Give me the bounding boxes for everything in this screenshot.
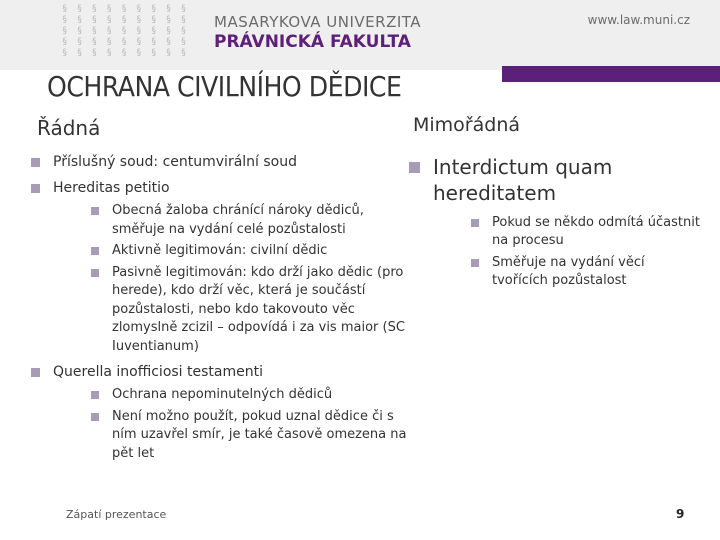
sub-bullet-item: Pokud se někdo odmítá účastnit na procesu [471, 214, 704, 250]
logo-pattern: § § § § § § § § § § § § § § § § § § § § § § § § § § § § § § § § § § § § § § § § § § § § § [62, 4, 189, 58]
sub-bullet-item: Aktivně legitimován: civilní dědic [91, 242, 411, 261]
bullet-item [31, 363, 407, 463]
slide-title: OCHRANA CIVILNÍHO DĚDICE [47, 70, 402, 103]
left-column-heading: Řádná [37, 116, 101, 140]
left-column [31, 153, 407, 470]
sub-bullet-item: Ochrana nepominutelných dědiců [91, 386, 411, 405]
sub-bullet-item: Obecná žaloba chránící nároky dědiců, směřuje na vydání celé pozůstalosti [91, 202, 411, 239]
sub-bullet-item: Pasivně legitimován: kdo drží jako dědic (pro herede), kdo drží věc, která je součástí pozůstalosti, nebo kdo takovouto věc zlomyslně zcizil – odpovídá i za vis maior (SC Iuventianum) [91, 264, 411, 357]
bullet-item [409, 154, 704, 290]
sub-list [471, 214, 704, 290]
faculty-name: PRÁVNICKÁ FAKULTA [214, 32, 411, 52]
page-number: 9 [676, 507, 685, 521]
bullet-text: Querella inofficiosi testamenti [53, 364, 263, 380]
bullet-item [31, 179, 405, 356]
right-column-heading: Mimořádná [413, 114, 521, 136]
website-url: www.law.muni.cz [587, 13, 690, 27]
bullet-item: Příslušný soud: centumvirální soud [31, 153, 396, 172]
sub-bullet-item: Směřuje na vydání věcí tvořících pozůstalost [471, 254, 704, 290]
accent-bar [502, 66, 720, 82]
sub-bullet-item: Není možno použít, pokud uznal dědice či s ním uzavřel smír, je také časově omezena na pět let [91, 408, 411, 464]
bullet-text: Interdictum quam hereditatem [433, 155, 613, 205]
sub-list [91, 202, 411, 356]
footer-text: Zápatí prezentace [66, 508, 167, 521]
university-name: MASARYKOVA UNIVERZITA [214, 13, 422, 31]
sub-list [91, 386, 411, 463]
right-column [409, 154, 704, 294]
bullet-text: Hereditas petitio [53, 180, 170, 196]
